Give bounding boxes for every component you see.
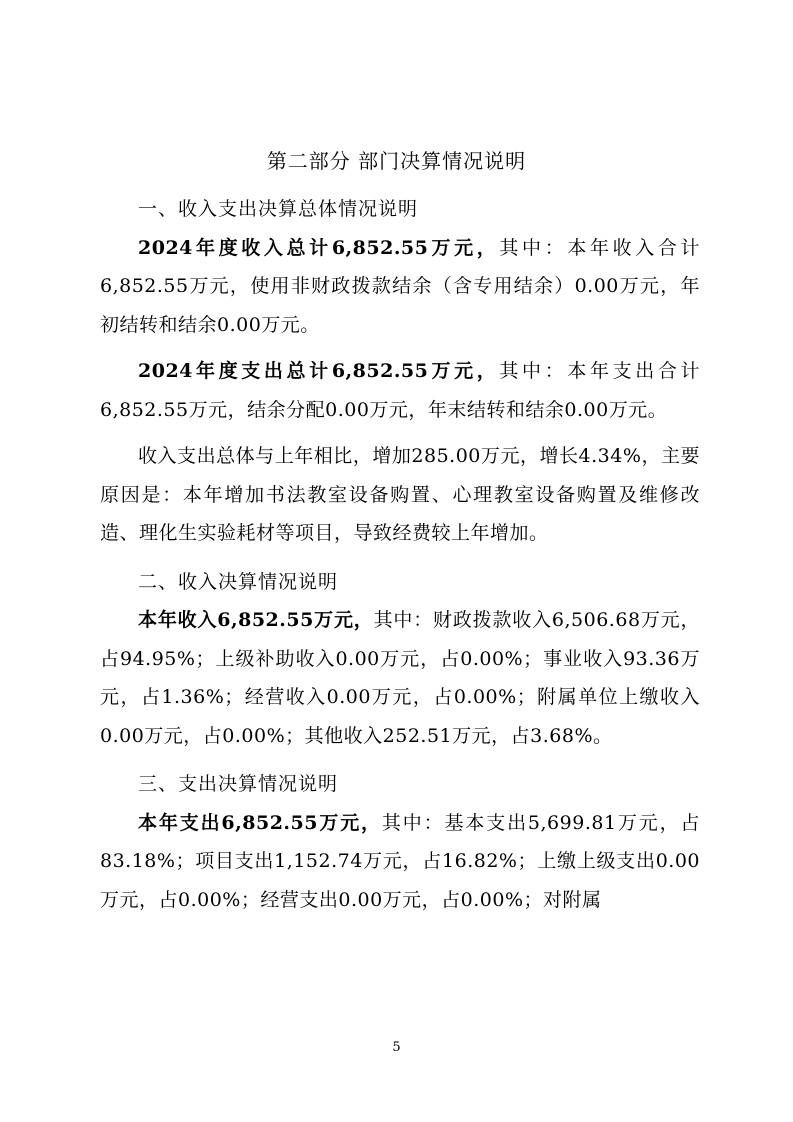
paragraph-lead: 本年收入6,852.55万元，: [138, 609, 374, 631]
paragraph-text: 其中：基本支出5,699.81万元，占83.18%；项目支出1,152.74万元，占16.82%；上缴上级支出0.00万元，占0.00%；经营支出0.00万元，占0.00%；对附属: [100, 811, 700, 911]
section-heading-1: 一、收入支出决算总体情况说明: [138, 198, 419, 220]
section-heading-3: 三、支出决算情况说明: [138, 773, 339, 795]
document-body: [100, 190, 700, 919]
paragraph-expense-breakdown: [100, 804, 700, 920]
paragraph-text: 其中：财政拨款收入6,506.68万元，占94.95%；上级补助收入0.00万元，占0.00%；事业收入93.36万元，占1.36%；经营收入0.00万元，占0.00%；附属单位上缴收入0.00万元，占0.00%；其他收入252.51万元，占3.68%。: [100, 609, 700, 747]
paragraph-lead: 本年支出6,852.55万元，: [138, 811, 382, 834]
page-number: 5: [392, 1040, 401, 1055]
paragraph-income-breakdown: [100, 601, 700, 755]
paragraph-lead: 2024年度支出总计6,852.55万元，: [138, 360, 500, 382]
paragraph-expense-total: [100, 352, 700, 429]
paragraph-year-comparison: 收入支出总体与上年相比，增加285.00万元，增长4.34%，主要原因是：本年增加书法教室设备购置、心理教室设备购置及维修改造、理化生实验耗材等项目，导致经费较上年增加。: [100, 445, 700, 544]
section-heading-2: 二、收入决算情况说明: [138, 570, 339, 593]
paragraph-lead: 2024年度收入总计6,852.55万元，: [138, 236, 500, 259]
paragraph-text: 其中：本年收入合计6,852.55万元，使用非财政拨款结余（含专用结余）0.00万元，年初结转和结余0.00万元。: [100, 236, 700, 336]
paragraph-income-total: [100, 229, 700, 345]
paragraph-text: 其中：本年支出合计6,852.55万元，结余分配0.00万元，年末结转和结余0.00万元。: [100, 360, 700, 421]
page-title: 第二部分 部门决算情况说明: [266, 149, 527, 173]
